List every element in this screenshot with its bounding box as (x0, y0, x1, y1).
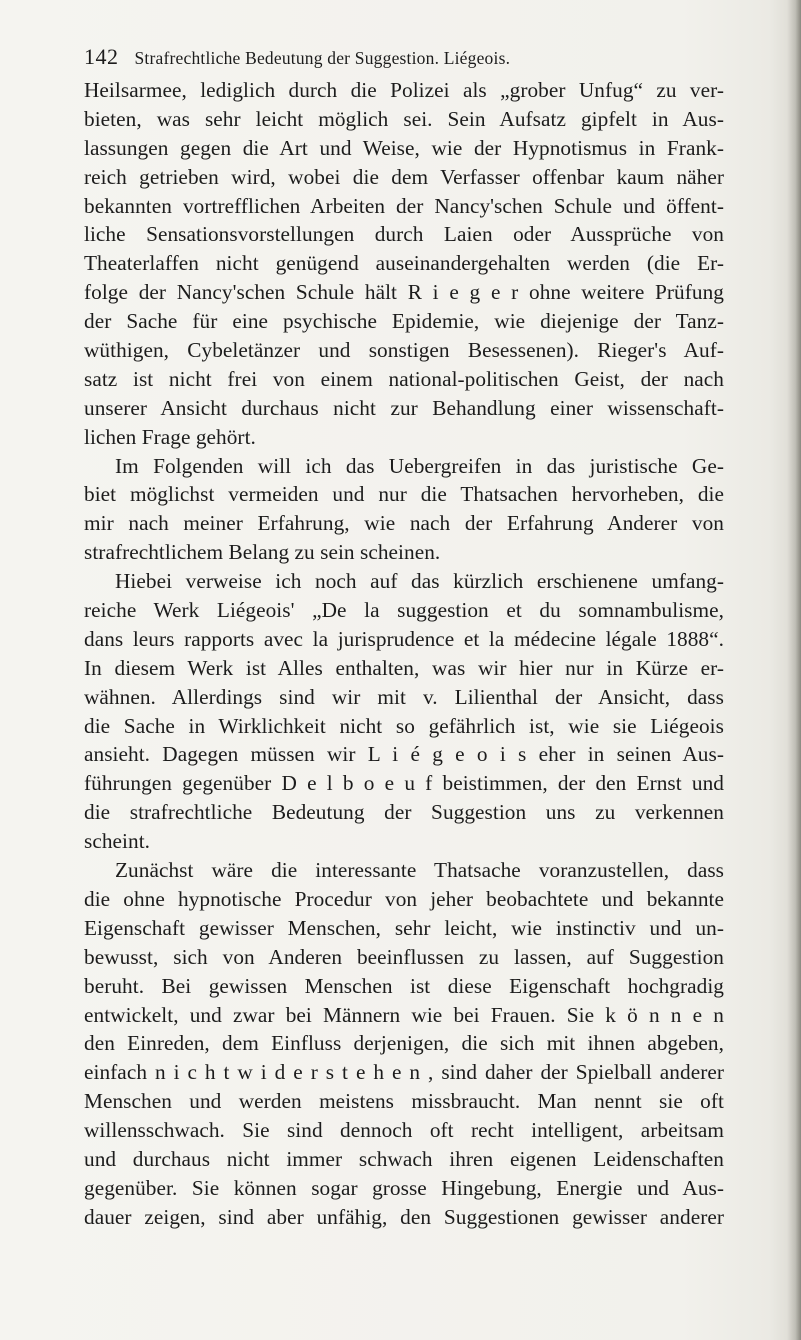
text-line: In diesem Werk ist Alles enthalten, was wir hier nur in Kürze er- (84, 655, 724, 680)
text-line: lichen Frage gehört. (84, 424, 256, 449)
running-title: Strafrechtliche Bedeutung der Suggestion. Liégeois. (134, 48, 511, 68)
text-line: Hiebei verweise ich noch auf das kürzlich erschienene umfang- (115, 569, 724, 594)
text-line: Menschen und werden meistens missbraucht. Man nennt sie oft (84, 1089, 724, 1114)
text-line: satz ist nicht frei von einem national-politischen Geist, der nach (84, 366, 724, 391)
text-line: willensschwach. Sie sind dennoch oft recht intelligent, arbeitsam (84, 1118, 724, 1143)
text-line: Theaterlaffen nicht genügend auseinandergehalten werden (die Er- (84, 251, 724, 276)
body-text (84, 76, 724, 1232)
text-line: mir nach meiner Erfahrung, wie nach der Erfahrung Anderer von (84, 511, 724, 536)
text-line: beruht. Bei gewissen Menschen ist diese Eigenschaft hochgradig (84, 973, 724, 998)
text-line: Zunächst wäre die interessante Thatsache voranzustellen, dass (115, 858, 724, 883)
text-line: die ohne hypnotische Procedur von jeher beobachtete und bekannte (84, 886, 724, 911)
text-line: einfach n i c h t w i d e r s t e h e n , sind daher der Spielball anderer (84, 1060, 724, 1085)
text-line: führungen gegenüber D e l b o e u f beistimmen, der den Ernst und (84, 771, 724, 796)
text-line: die Sache in Wirklichkeit nicht so gefährlich ist, wie sie Liégeois (84, 713, 724, 738)
text-line: den Einreden, dem Einfluss derjenigen, die sich mit ihnen abgeben, (84, 1031, 724, 1056)
text-line: strafrechtlichem Belang zu sein scheinen. (84, 540, 441, 565)
text-line: bieten, was sehr leicht möglich sei. Sein Aufsatz gipfelt in Aus- (84, 106, 724, 131)
text-line: wähnen. Allerdings sind wir mit v. Lilienthal der Ansicht, dass (84, 684, 724, 709)
page-number: 142 (84, 44, 119, 69)
page-edge-shadow (787, 0, 801, 1340)
text-line: ansieht. Dagegen müssen wir L i é g e o i s eher in seinen Aus- (84, 742, 724, 767)
text-line: folge der Nancy'schen Schule hält R i e g e r ohne weitere Prüfung (84, 280, 724, 305)
text-line: der Sache für eine psychische Epidemie, wie diejenige der Tanz- (84, 309, 724, 334)
text-line: liche Sensationsvorstellungen durch Laien oder Aussprüche von (84, 222, 724, 247)
running-header (84, 44, 724, 74)
text-line: Heilsarmee, lediglich durch die Polizei als „grober Unfug“ zu ver- (84, 78, 724, 102)
text-line: unserer Ansicht durchaus nicht zur Behandlung einer wissenschaft- (84, 395, 724, 420)
text-line: gegenüber. Sie können sogar grosse Hingebung, Energie und Aus- (84, 1175, 724, 1200)
text-line: reich getrieben wird, wobei die dem Verfasser offenbar kaum näher (84, 164, 724, 189)
text-line: Eigenschaft gewisser Menschen, sehr leicht, wie instinctiv und un- (84, 915, 724, 940)
text-line: biet möglichst vermeiden und nur die Thatsachen hervorheben, die (84, 482, 724, 507)
text-line: wüthigen, Cybeletänzer und sonstigen Besessenen). Rieger's Auf- (84, 338, 724, 363)
text-line: die strafrechtliche Bedeutung der Suggestion uns zu verkennen (84, 800, 724, 825)
text-line: entwickelt, und zwar bei Männern wie bei Frauen. Sie k ö n n e n (84, 1002, 724, 1027)
text-line: scheint. (84, 829, 151, 854)
text-line: lassungen gegen die Art und Weise, wie der Hypnotismus in Frank- (84, 135, 724, 160)
text-line: dans leurs rapports avec la jurisprudence et la médecine légale 1888“. (84, 626, 724, 651)
text-line: und durchaus nicht immer schwach ihren eigenen Leidenschaften (84, 1146, 724, 1171)
text-line: bekannten vortrefflichen Arbeiten der Nancy'schen Schule und öffent- (84, 193, 724, 218)
text-line: dauer zeigen, sind aber unfähig, den Suggestionen gewisser anderer (84, 1204, 724, 1229)
text-line: bewusst, sich von Anderen beeinflussen zu lassen, auf Suggestion (84, 944, 724, 969)
text-line: reiche Werk Liégeois' „De la suggestion et du somnambulisme, (84, 598, 724, 623)
text-line: Im Folgenden will ich das Uebergreifen in das juristische Ge- (115, 453, 724, 478)
